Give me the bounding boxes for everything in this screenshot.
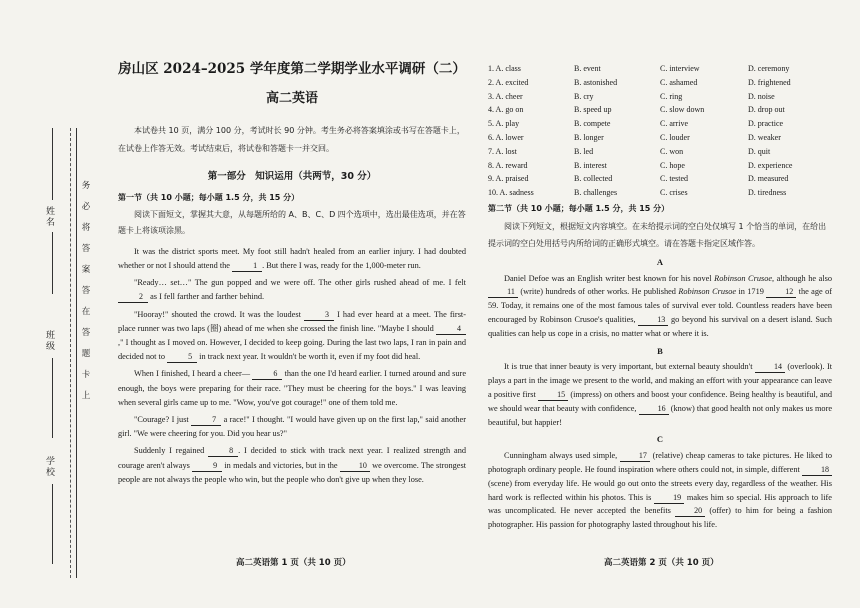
cut-line-dashed [70, 128, 71, 578]
passage-c: Cunningham always used simple, 17 (relative) cheap cameras to take pictures. He liked to photograph ordinary people. He found inspiration where others could not, in simple, different 18 (scene) from everyday life. He would go out onto the streets every day, regardless of the weather. His hard work is reflected within his photos. This is 19 makes him so special. His approach to life was uncomplicated. He never accepted the benefits 20 (offer) to him for being a fashion photographer. His passion for photography lasted throughout his life. [488, 451, 833, 530]
option-cell: 2. A. excited [488, 77, 529, 87]
option-cell: C. ring [660, 91, 683, 101]
blank-16: 16 [639, 404, 669, 415]
binding-strip [0, 0, 104, 608]
option-cell: B. led [574, 146, 594, 156]
cloze-paragraph-6: Suddenly I regained 8 . I decided to stick with track next year. I realized strength and courage aren't always 9 in medals and victories, but in the 10 we overcome. The strongest people are not always the people who win, but the people who don't give up when they lose. [118, 446, 467, 484]
blank-18: 18 [802, 465, 832, 476]
option-cell: D. tiredness [748, 188, 787, 198]
option-cell: D. noise [748, 91, 775, 101]
section-one-instructions: 阅读下面短文，掌握其大意，从每题所给的 A、B、C、D 四个选项中，选出最佳选项，并在答题卡上将该项涂黑。 [118, 209, 466, 235]
exam-instructions: 本试卷共 10 页，满分 100 分，考试时长 90 分钟。考生务必将答案填涂或书写在答题卡上，在试卷上作答无效。考试结束后，将试卷和答题卡一并交回。 [118, 126, 465, 154]
passage-a-heading: A [656, 256, 664, 267]
option-cell: D. ceremony [748, 64, 790, 73]
blank-3: 3 [304, 310, 334, 321]
school-label: 学校 [45, 456, 55, 478]
school-line [52, 484, 53, 564]
page-2-footer: 高二英语第 2 页（共 10 页） [604, 558, 719, 568]
cloze-options-table [488, 62, 832, 200]
page-1-footer: 高二英语第 1 页（共 10 页） [236, 558, 351, 568]
option-cell: B. longer [574, 132, 604, 142]
option-cell: C. arrive [660, 119, 688, 129]
blank-6: 6 [252, 369, 282, 380]
blank-9: 9 [192, 461, 222, 472]
blank-10: 10 [340, 461, 370, 472]
passage-b: It is true that inner beauty is very important, but external beauty shouldn't 14 (overlook). It plays a part in the image we present to the world, and making an effort with your appearance can leave a positive first 15 (impress) on others and boost your confidence. Being healthy is beautiful, and we should wear that beauty with confidence, 16 (know) that good health not only makes us more beautiful, but happier! [488, 362, 833, 427]
option-row [488, 145, 832, 159]
option-row [488, 90, 832, 104]
option-cell: 8. A. reward [488, 160, 528, 170]
option-cell: C. crises [660, 188, 688, 198]
blank-7: 7 [191, 415, 221, 426]
exam-subject: 高二英语 [265, 91, 318, 107]
cloze-paragraph-1: It was the district sports meet. My foot still hadn't healed from an earlier injury. I had doubted whether or not I should attend the 1 . But there I was, ready for the 1,000-meter run. [118, 246, 466, 271]
blank-11: 11 [488, 287, 518, 298]
blank-20: 20 [675, 506, 705, 517]
blank-2: 2 [118, 292, 148, 303]
option-row [488, 76, 832, 90]
passage-c-heading: C [656, 434, 664, 445]
option-cell: B. compete [574, 119, 611, 129]
cloze-paragraph-2: "Ready… set…" The gun popped and we were off. The other girls rushed ahead of me. I felt 2 as I fell farther and farther behind. [118, 276, 466, 304]
option-cell: D. measured [748, 174, 789, 184]
option-row [488, 62, 832, 76]
option-cell: D. quit [748, 146, 771, 156]
name-line-lower [52, 232, 53, 294]
blank-5: 5 [167, 352, 197, 363]
option-cell: B. event [574, 64, 601, 73]
option-cell: D. practice [748, 119, 784, 129]
option-cell: C. won [660, 146, 684, 156]
name-label: 姓名 [45, 206, 55, 228]
blank-15: 15 [538, 390, 568, 401]
option-cell: B. collected [574, 174, 613, 184]
option-cell: B. interest [574, 160, 607, 170]
option-cell: C. hope [660, 160, 685, 170]
blank-4: 4 [436, 324, 466, 335]
blank-17: 17 [620, 451, 650, 462]
passage-a: Daniel Defoe was an English writer best known for his novel Robinson Crusoe, although he also 11 (write) hundreds of other works. He published Robinson Crusoe in 1719 12 the age of 59. Today, it remains one of the most famous tales of survival ever told. Countless readers have been encouraged by Robinson Crusoe's qualities, 13 go beyond his survival on a desert island. Such qualities can help us cope in a crisis, no matter what or where it is. [488, 273, 833, 338]
cloze-paragraph-5: "Courage? I just 7 a race!" I thought. "I would have given up on the first lap," said another girl. "We were cheering for you. Did you hear us?" [118, 415, 466, 439]
blank-1: 1 [232, 261, 262, 272]
class-line [52, 358, 53, 438]
option-cell: D. weaker [748, 132, 781, 142]
option-row [488, 131, 832, 145]
class-label: 班级 [45, 330, 55, 352]
section-two-title: 第二节（共 10 小题；每小题 1.5 分，共 15 分） [488, 203, 670, 213]
option-cell: C. ashamed [660, 77, 698, 87]
option-cell: 9. A. praised [488, 174, 529, 184]
option-row [488, 186, 832, 200]
option-cell: B. challenges [574, 188, 618, 198]
option-cell: B. astonished [574, 77, 618, 87]
answer-on-card-warning: 务 必 将 答 案 答 在 答 题 卡 上 [81, 180, 91, 400]
cloze-paragraph-4: When I finished, I heard a cheer— 6 than the one I'd heard earlier. I turned around and sure enough, the boys were preparing for their race. "They must be cheering for the boys." I was leaving when several girls came up to me. "Wow, you've got courage!" one of them told me. [118, 369, 467, 407]
option-cell: B. cry [574, 91, 594, 101]
cloze-paragraph-3: "Hooray!" shouted the crowd. It was the loudest 3 I had ever heard at a meet. The first-place runner was two laps (圈) ahead of me when she crossed the finish line. "Maybe I should 4," I thought as I moved on. However, I decided to keep going. During the last two laps, I ran in pain and decided not to 5 in track next year. It wouldn't be worth it, even if my foot did heal. [118, 309, 466, 362]
option-cell: 10. A. sadness [488, 188, 534, 198]
blank-13: 13 [638, 315, 668, 326]
option-row [488, 172, 832, 186]
blank-8: 8 [208, 446, 238, 457]
section-one-title: 第一节（共 10 小题；每小题 1.5 分，共 15 分） [118, 192, 300, 202]
option-cell: 3. A. cheer [488, 91, 523, 101]
right-page [488, 62, 832, 534]
option-cell: D. drop out [748, 105, 785, 115]
option-row [488, 117, 832, 131]
part-one-title: 第一部分 知识运用（共两节，30 分） [207, 171, 377, 183]
option-cell: C. louder [660, 132, 690, 142]
option-cell: C. tested [660, 174, 688, 184]
section-two-instructions: 阅读下列短文，根据短文内容填空。在未给提示词的空白处仅填写 1 个恰当的单词，在给出提示词的空白处用括号内所给词的正确形式填空。请在答题卡指定区域作答。 [488, 221, 827, 248]
option-cell: C. interview [660, 64, 700, 73]
blank-14: 14 [755, 362, 785, 373]
option-cell: B. speed up [574, 105, 612, 115]
option-cell: 1. A. class [488, 64, 521, 73]
passage-b-heading: B [657, 345, 663, 356]
blank-12: 12 [766, 287, 796, 298]
option-cell: D. frightened [748, 77, 791, 87]
option-cell: 6. A. lower [488, 132, 524, 142]
option-cell: 5. A. play [488, 119, 520, 129]
cut-line-solid [76, 128, 77, 578]
option-row [488, 159, 832, 173]
blank-19: 19 [654, 493, 684, 504]
exam-title: 房山区 2024–2025 学年度第二学期学业水平调研（二） [118, 61, 466, 77]
name-line [52, 128, 53, 200]
option-cell: 7. A. lost [488, 146, 517, 156]
option-row [488, 103, 832, 117]
option-cell: D. experience [748, 160, 793, 170]
left-page [118, 56, 466, 490]
option-cell: 4. A. go on [488, 105, 524, 115]
option-cell: C. slow down [660, 105, 705, 115]
